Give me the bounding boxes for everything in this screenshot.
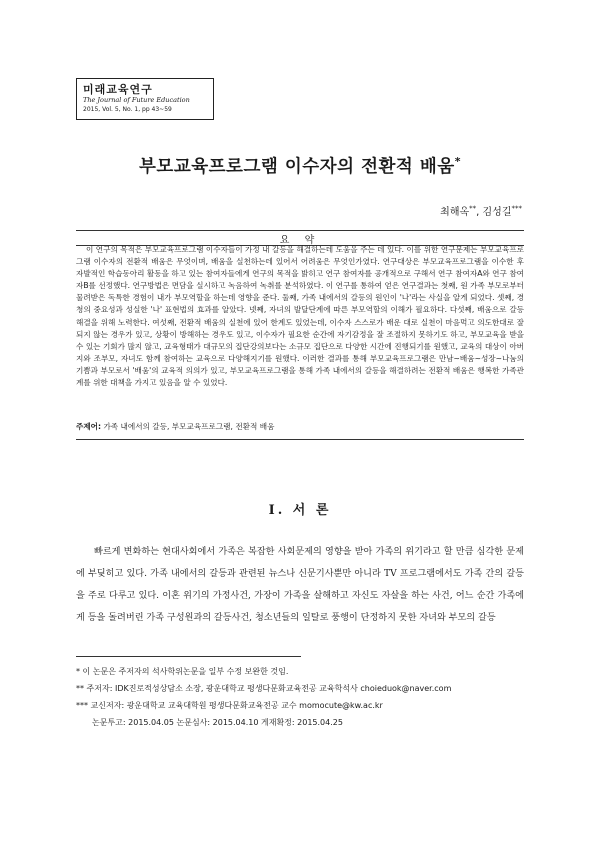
abstract-heading: 요 약 [279, 235, 321, 246]
footnote-rule [76, 656, 301, 657]
paper-title [0, 153, 600, 178]
author-name: 김성길 [482, 207, 512, 218]
body-paragraph: 빠르게 변화하는 현대사회에서 가족은 복잡한 사회문제의 영향을 받아 가족의 위기라고 할 만큼 심각한 문제에 부딪히고 있다. 가족 내에서의 갈등과 관련된 뉴스나 신문기사뿐만 아니라 TV 프로그램에서도 가족 간의 갈등을 주로 다루고 있다. 이혼 위기의 가정사건, 가장이 가족을 살해하고 자신도 자살을 하는 사건, 어느 순간 가족에게 등을 돌려버린 가족 구성원과의 갈등사건, 청소년들의 일탈로 풍행이 단정하지 못한 자녀와 부모의 갈등 [76, 547, 524, 623]
abstract-text: 이 연구의 목적은 부모교육프로그램 이수자들이 가정 내 갈등을 해결하는데 도움을 주는 데 있다. 이를 위한 연구문제는 부모교육프로그램 이수자의 전환적 배움은 무엇이며, 배움을 실천하는데 있어서 어려움은 무엇인가였다. 연구대상은 부모교육프로그램을 이수한 후 자발적인 학습동아리 활동을 하고 있는 참여자들에게 연구의 목적을 밝히고 연구 참여자를 공개적으로 구해서 연구 참여자A와 연구 참여자B를 선정했다. 연구방법은 면담을 실시하고 녹음하여 녹취를 분석하였다. 이 연구를 통하여 얻은 연구결과는 첫째, 원 가족 부모로부터 물려받은 독특한 경험이 내가 부모역할을 하는데 영향을 준다. 둘째, 가족 내에서의 갈등의 원인이 '나'라는 사실을 알게 되었다. 셋째, 경청의 중요성과 성실한 '나' 표현법의 효과를 알았다. 넷째, 자녀의 발달단계에 따른 부모역할의 이해가 필요하다. 다섯째, 배움으로 갈등해결을 위해 노력한다. 여섯째, 전환적 배움의 실천에 있어 한계도 있었는데, 이수자 스스로가 배운 대로 실천이 마음먹고 의도한대로 잘되지 않는 경우가 있고, 상황이 방해하는 경우도 있고, 이수자가 필요한 순간에 자기감정을 잘 조절하지 못하기도 하고, 부모교육을 받을 수 있는 기회가 많지 않고, 교육형태가 대규모의 집단강의보다는 소규모 집단으로 다양한 시간에 진행되기를 원했고, 교육의 대상이 아버지와 조부모, 자녀도 함께 참여하는 교육으로 다양해지기를 원했다. 이러한 결과를 통해 부모교육프로그램은 만남~배움~성장~나눔의 기쁨과 부모로서 '배움'의 교육적 의의가 있고, 부모교육프로그램을 통해 가족 내에서의 갈등을 해결하려는 전환적 배움은 행복한 가족관계를 위한 대책을 가지고 있음을 알 수 있었다. [76, 245, 524, 388]
keywords-text: 가족 내에서의 갈등, 부모교육프로그램, 전환적 배움 [103, 422, 275, 431]
paper-title-text: 부모교육프로그램 이수자의 전환적 배움 [139, 157, 455, 177]
author-mark: *** [511, 204, 522, 213]
submission-dates: 논문투고: 2015.04.05 논문심사: 2015.04.10 게재확정: 2015.04.25 [92, 718, 343, 727]
journal-name: 미래교육연구 [83, 83, 153, 96]
keywords-label: 주제어: [76, 422, 102, 431]
abstract-bottom-rule [76, 439, 524, 440]
author-name: 최해옥 [440, 207, 470, 218]
footnotes [76, 663, 546, 731]
author-line [440, 203, 522, 218]
footnote: *** 교신저자: 광운대학교 교육대학원 평생다문화교육전공 교수 momocute@kw.ac.kr [76, 701, 383, 710]
section-heading: Ⅰ. 서 론 [268, 503, 332, 518]
footnote: ** 주저자: IDK진로적성상담소 소장, 광운대학교 평생다문화교육전공 교육학석사 choieduok@naver.com [76, 684, 452, 693]
author-separator: , [476, 207, 483, 218]
abstract-body [76, 244, 524, 389]
footnote: * 이 논문은 주저자의 석사학위논문을 일부 수정 보완한 것임. [76, 667, 289, 676]
keywords-line [76, 421, 524, 433]
title-footnote-mark: * [454, 155, 461, 169]
journal-english-name: The Journal of Future Education [83, 96, 190, 104]
journal-volume-info: 2015, Vol. 5, No. 1, pp 43~59 [83, 106, 172, 113]
author-mark: ** [469, 204, 477, 213]
journal-info-box [76, 78, 214, 120]
